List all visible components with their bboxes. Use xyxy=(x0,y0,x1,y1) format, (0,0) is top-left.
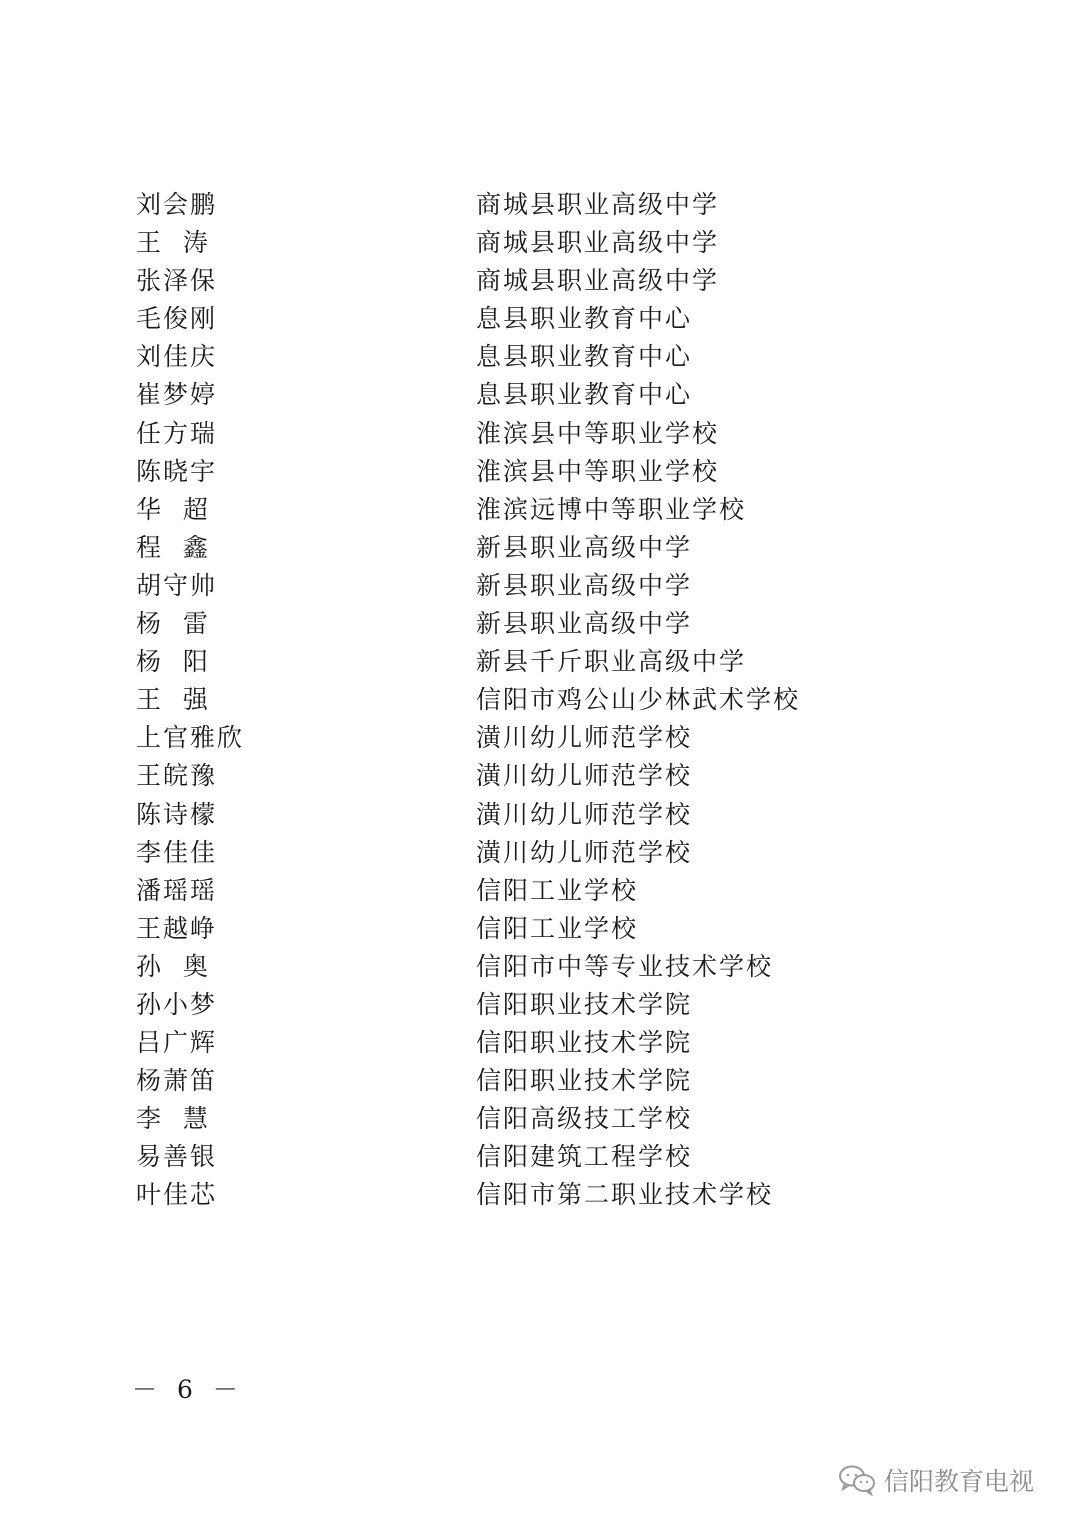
list-item xyxy=(0,719,1080,757)
list-item xyxy=(0,1176,1080,1214)
person-name: 任方瑞 xyxy=(136,418,218,448)
person-name: 上官雅欣 xyxy=(136,723,245,753)
list-item xyxy=(0,605,1080,643)
person-name: 杨 阳 xyxy=(136,647,210,677)
person-name: 刘会鹏 xyxy=(136,190,218,219)
list-item xyxy=(0,376,1080,414)
school-name: 信阳市中等专业技术学校 xyxy=(476,951,774,981)
school-name: 商城县职业高级中学 xyxy=(476,266,720,296)
list-item xyxy=(0,300,1080,338)
person-name: 程 鑫 xyxy=(136,532,210,562)
list-item xyxy=(0,834,1080,872)
wechat-icon xyxy=(838,1464,876,1496)
school-name: 息县职业教育中心 xyxy=(476,304,693,334)
school-name: 新县职业高级中学 xyxy=(476,609,693,639)
school-name: 新县职业高级中学 xyxy=(476,570,693,600)
list-item xyxy=(0,910,1080,948)
list-item xyxy=(0,1138,1080,1176)
person-name: 崔梦婷 xyxy=(136,380,218,410)
person-name: 易善银 xyxy=(136,1142,218,1172)
name-school-list xyxy=(0,186,1080,1215)
school-name: 信阳职业技术学院 xyxy=(476,1066,693,1096)
school-name: 信阳职业技术学院 xyxy=(476,989,693,1019)
person-name: 杨 雷 xyxy=(136,609,210,639)
school-name: 潢川幼儿师范学校 xyxy=(476,723,693,753)
person-name: 毛俊刚 xyxy=(136,304,218,334)
school-name: 商城县职业高级中学 xyxy=(476,228,720,258)
list-item xyxy=(0,948,1080,986)
list-item xyxy=(0,262,1080,300)
school-name: 信阳建筑工程学校 xyxy=(476,1142,693,1172)
person-name: 刘佳庆 xyxy=(136,342,218,372)
school-name: 商城县职业高级中学 xyxy=(476,190,720,219)
person-name: 吕广辉 xyxy=(136,1028,218,1058)
school-name: 息县职业教育中心 xyxy=(476,380,693,410)
person-name: 华 超 xyxy=(136,494,210,524)
school-name: 潢川幼儿师范学校 xyxy=(476,761,693,791)
list-item xyxy=(0,757,1080,795)
school-name: 潢川幼儿师范学校 xyxy=(476,799,693,829)
school-name: 信阳市第二职业技术学校 xyxy=(476,1180,774,1210)
person-name: 陈诗檬 xyxy=(136,799,218,829)
list-item xyxy=(0,567,1080,605)
person-name: 王越峥 xyxy=(136,913,218,943)
page-number: － 6 － xyxy=(132,1375,244,1404)
person-name: 张泽保 xyxy=(136,266,218,296)
person-name: 王 涛 xyxy=(136,228,210,258)
school-name: 淮滨远博中等职业学校 xyxy=(476,494,747,524)
person-name: 杨萧笛 xyxy=(136,1066,218,1096)
person-name: 孙 奥 xyxy=(136,951,210,981)
school-name: 新县千斤职业高级中学 xyxy=(476,647,747,677)
list-item xyxy=(0,186,1080,224)
person-name: 潘瑶瑶 xyxy=(136,875,218,905)
person-name: 叶佳芯 xyxy=(136,1180,218,1210)
list-item xyxy=(0,529,1080,567)
list-item xyxy=(0,1100,1080,1138)
list-item xyxy=(0,643,1080,681)
person-name: 胡守帅 xyxy=(136,570,218,600)
school-name: 息县职业教育中心 xyxy=(476,342,693,372)
watermark-text: 信阳教育电视 xyxy=(884,1467,1035,1496)
list-item xyxy=(0,491,1080,529)
person-name: 孙小梦 xyxy=(136,989,218,1019)
list-item xyxy=(0,1062,1080,1100)
school-name: 淮滨县中等职业学校 xyxy=(476,456,720,486)
list-item xyxy=(0,224,1080,262)
list-item xyxy=(0,1024,1080,1062)
school-name: 信阳工业学校 xyxy=(476,913,639,943)
school-name: 信阳职业技术学院 xyxy=(476,1028,693,1058)
list-item xyxy=(0,453,1080,491)
wechat-watermark xyxy=(838,1460,1034,1500)
person-name: 李 慧 xyxy=(136,1104,210,1134)
list-item xyxy=(0,986,1080,1024)
list-item xyxy=(0,338,1080,376)
school-name: 新县职业高级中学 xyxy=(476,532,693,562)
list-item xyxy=(0,872,1080,910)
list-item xyxy=(0,796,1080,834)
school-name: 信阳市鸡公山少林武术学校 xyxy=(476,685,801,715)
person-name: 王皖豫 xyxy=(136,761,218,791)
person-name: 陈晓宇 xyxy=(136,456,218,486)
school-name: 潢川幼儿师范学校 xyxy=(476,837,693,867)
school-name: 信阳工业学校 xyxy=(476,875,639,905)
school-name: 信阳高级技工学校 xyxy=(476,1104,693,1134)
school-name: 淮滨县中等职业学校 xyxy=(476,418,720,448)
list-item xyxy=(0,681,1080,719)
person-name: 李佳佳 xyxy=(136,837,218,867)
list-item xyxy=(0,415,1080,453)
person-name: 王 强 xyxy=(136,685,210,715)
